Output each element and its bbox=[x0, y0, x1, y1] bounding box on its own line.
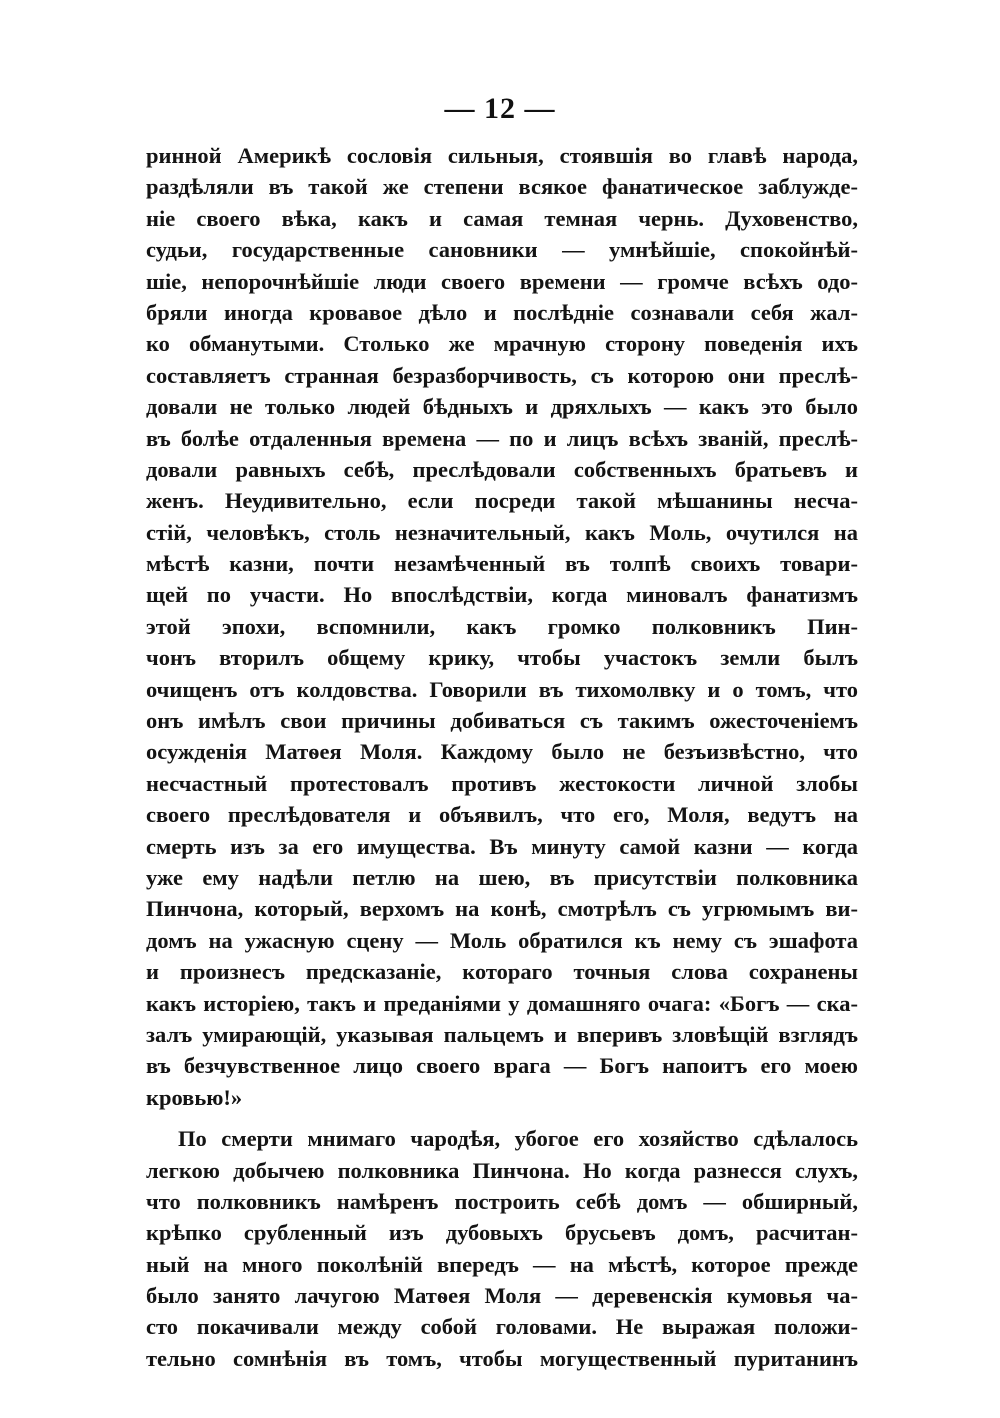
text-line: ніе своего вѣка, какъ и самая темная чернь. Духовенство, bbox=[146, 205, 858, 231]
text-line: домъ на ужасную сцену — Моль обратился къ нему съ эшафота bbox=[146, 927, 858, 953]
text-line: сто покачивали между собой головами. Не выражая положи- bbox=[146, 1314, 858, 1340]
text-line: кровью!» bbox=[146, 1084, 243, 1110]
text-line: раздѣляли въ такой же степени всякое фанатическое заблужде- bbox=[146, 174, 858, 200]
text-line: тельно сомнѣнія въ томъ, чтобы могущественный пуританинъ bbox=[146, 1345, 858, 1371]
text-line: ный на много поколѣній впередъ — на мѣстѣ, которое прежде bbox=[146, 1251, 858, 1277]
text-line: бряли иногда кровавое дѣло и послѣдніе сознавали себя жал- bbox=[146, 299, 858, 325]
text-line: было занято лачугою Матѳея Моля — деревенскія кумовья ча- bbox=[146, 1283, 858, 1309]
body-text bbox=[146, 140, 858, 1374]
paragraph bbox=[146, 140, 858, 1113]
text-line: мѣстѣ казни, почти незамѣченный въ толпѣ своихъ товари- bbox=[146, 551, 858, 577]
text-line: несчастный протестовалъ противъ жестокости личной злобы bbox=[146, 770, 858, 796]
text-line: очищенъ отъ колдовства. Говорили въ тихомолвку и о томъ, что bbox=[146, 676, 858, 702]
text-line: осужденія Матѳея Моля. Каждому было не безъизвѣстно, что bbox=[146, 739, 858, 765]
text-line: шіе, непорочнѣйшіе люди своего времени — громче всѣхъ одо- bbox=[146, 268, 858, 294]
text-line: женъ. Неудивительно, если посреди такой мѣшанины несча- bbox=[146, 488, 858, 514]
text-line: онъ имѣлъ свои причины добиваться съ такимъ ожесточеніемъ bbox=[146, 708, 858, 734]
text-line: и произнесъ предсказаніе, котораго точныя слова сохранены bbox=[146, 959, 858, 985]
text-line: крѣпко срубленный изъ дубовыхъ брусьевъ домъ, расчитан- bbox=[146, 1220, 858, 1246]
paragraph bbox=[146, 1123, 858, 1374]
text-line: легкою добычею полковника Пинчона. Но когда разнесся слухъ, bbox=[146, 1157, 858, 1183]
text-line: довали равныхъ себѣ, преслѣдовали собственныхъ братьевъ и bbox=[146, 456, 858, 482]
text-line: что полковникъ намѣренъ построить себѣ домъ — обширный, bbox=[146, 1188, 858, 1214]
text-line: своего преслѣдователя и объявилъ, что его, Моля, ведутъ на bbox=[146, 802, 858, 828]
text-line: залъ умирающій, указывая пальцемъ и вперивъ зловѣщій взглядъ bbox=[146, 1021, 858, 1047]
text-line: довали не только людей бѣдныхъ и дряхлыхъ — какъ это было bbox=[146, 394, 858, 420]
text-line: По смерти мнимаго чародѣя, убогое его хозяйство сдѣлалось bbox=[178, 1126, 858, 1152]
paragraph-gap bbox=[146, 1113, 858, 1123]
page-number: — 12 — bbox=[444, 92, 556, 125]
text-line: смерть изъ за его имущества. Въ минуту самой казни — когда bbox=[146, 833, 858, 859]
text-line: какъ исторіею, такъ и преданіями у домашняго очага: «Богъ — ска- bbox=[146, 990, 858, 1016]
text-line: щей по участи. Но впослѣдствіи, когда миновалъ фанатизмъ bbox=[146, 582, 858, 608]
text-line: Пинчона, который, верхомъ на конѣ, смотрѣлъ съ угрюмымъ ви- bbox=[146, 896, 858, 922]
text-line: въ безчувственное лицо своего врага — Богъ напоитъ его моею bbox=[146, 1053, 858, 1079]
text-line: чонъ вторилъ общему крику, чтобы участокъ земли былъ bbox=[146, 645, 858, 671]
text-line: стій, человѣкъ, столь незначительный, какъ Моль, очутился на bbox=[146, 519, 858, 545]
text-line: составляетъ странная безразборчивость, съ которою они преслѣ- bbox=[146, 362, 858, 388]
text-line: ко обманутыми. Столько же мрачную сторону поведенія ихъ bbox=[146, 331, 858, 357]
text-line: этой эпохи, вспомнили, какъ громко полковникъ Пин- bbox=[146, 613, 858, 639]
text-line: въ болѣе отдаленныя времена — по и лицъ всѣхъ званій, преслѣ- bbox=[146, 425, 858, 451]
text-line: уже ему надѣли петлю на шею, въ присутствіи полковника bbox=[146, 864, 858, 890]
text-line: судьи, государственные сановники — умнѣйшіе, спокойнѣй- bbox=[146, 237, 858, 263]
text-line: ринной Америкѣ сословія сильныя, стоявшія во главѣ народа, bbox=[146, 143, 858, 168]
